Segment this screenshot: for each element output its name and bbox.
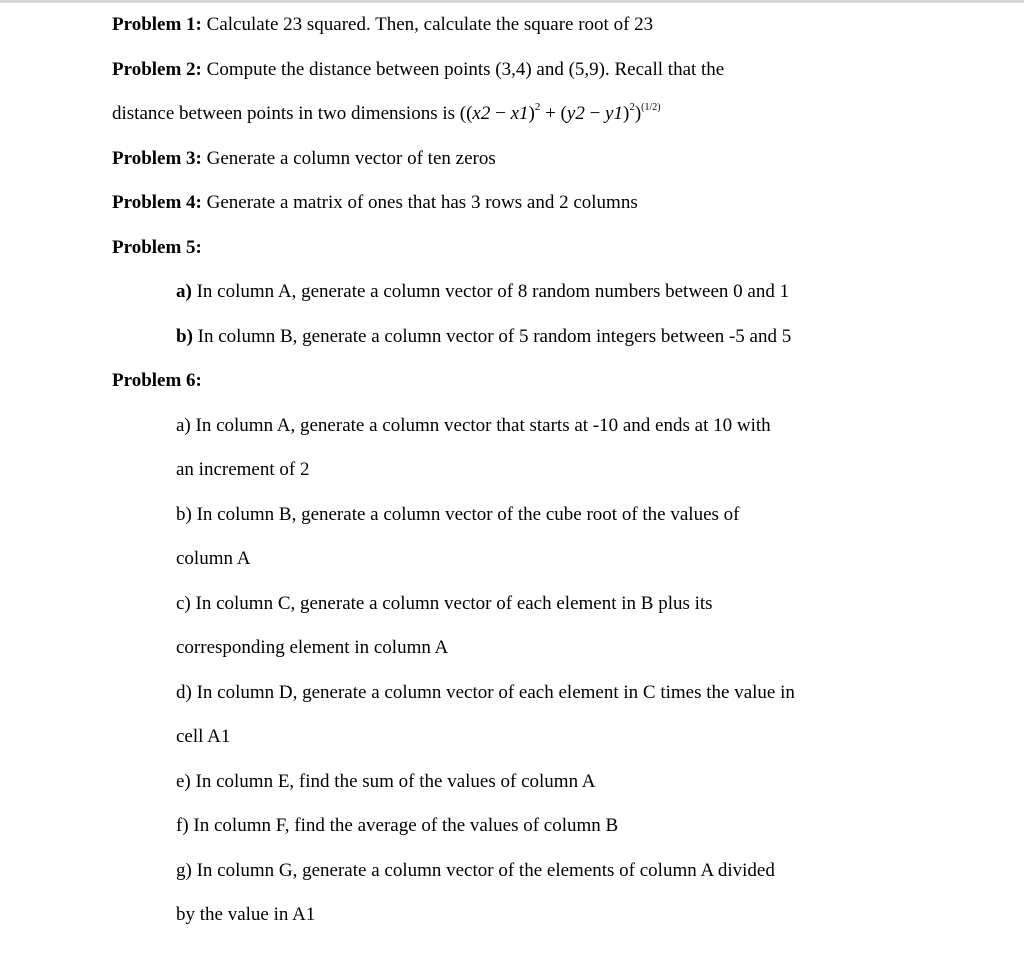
problem-6a-line-1: a) In column A, generate a column vector that starts at -10 and ends at 10 with	[176, 415, 771, 436]
problem-2-line2-text: distance between points in two dimensions is ((	[112, 103, 473, 124]
problem-1-text: Calculate 23 squared. Then, calculate the square root of 23	[201, 14, 654, 35]
problem-6e: e) In column E, find the sum of the values of column A	[176, 771, 596, 792]
formula-y1: y1	[605, 103, 623, 124]
problem-3-text: Generate a column vector of ten zeros	[201, 148, 496, 169]
formula-x2: x2	[472, 103, 491, 124]
formula-exponent: (1/2)	[641, 102, 661, 113]
problem-6f: f) In column F, find the average of the values of column B	[176, 815, 619, 836]
problem-6d-line-2: cell A1	[176, 726, 231, 747]
problem-6c-line-1: c) In column C, generate a column vector of each element in B plus its	[176, 593, 713, 614]
problem-4	[112, 191, 638, 215]
problem-6b-line-2: column A	[176, 548, 251, 569]
problem-5a-text: In column A, generate a column vector of 8 random numbers between 0 and 1	[191, 281, 790, 302]
problem-1	[112, 13, 653, 37]
problem-3	[112, 147, 496, 171]
problem-2-text: Compute the distance between points (3,4) and (5,9). Recall that the	[201, 59, 725, 80]
formula-y2: y2	[566, 103, 585, 124]
formula-x1: x1	[510, 103, 529, 124]
problem-6g-line-2: by the value in A1	[176, 904, 316, 925]
problem-6c-line-2: corresponding element in column A	[176, 637, 449, 658]
problem-5b-text: In column B, generate a column vector of 5 random integers between -5 and 5	[192, 326, 792, 347]
formula-square-2: 2	[629, 101, 635, 113]
problem-6a-line-2: an increment of 2	[176, 459, 310, 480]
formula-minus-1: −	[490, 103, 511, 124]
problem-5a	[176, 280, 789, 304]
problem-4-text: Generate a matrix of ones that has 3 rows and 2 columns	[201, 192, 638, 213]
formula-close-1: )	[528, 103, 535, 124]
formula-close-2: )	[622, 103, 630, 124]
problem-6-label: Problem 6:	[112, 370, 202, 391]
formula-minus-2: −	[584, 103, 606, 124]
problem-5	[112, 236, 202, 260]
formula-square-1: 2	[534, 101, 541, 113]
problem-6d-line-1: d) In column D, generate a column vector of each element in C times the value in	[176, 682, 795, 703]
problem-2-label: Problem 2:	[112, 59, 202, 80]
formula-close-3: )	[634, 103, 642, 124]
problem-1-label: Problem 1:	[112, 14, 202, 35]
problem-2-line-2	[112, 102, 661, 126]
problem-5-label: Problem 5:	[112, 237, 202, 258]
problem-6g-line-1: g) In column G, generate a column vector of the elements of column A divided	[176, 860, 775, 881]
problem-5a-label: a)	[176, 281, 192, 302]
problem-5b	[176, 325, 791, 349]
problem-6	[112, 369, 202, 393]
problem-2	[112, 58, 724, 82]
problem-3-label: Problem 3:	[112, 148, 202, 169]
problem-4-label: Problem 4:	[112, 192, 202, 213]
page-top-border	[0, 0, 1024, 3]
formula-plus: + (	[540, 103, 567, 124]
problem-5b-label: b)	[176, 326, 193, 347]
problem-6b-line-1: b) In column B, generate a column vector of the cube root of the values of	[176, 504, 740, 525]
